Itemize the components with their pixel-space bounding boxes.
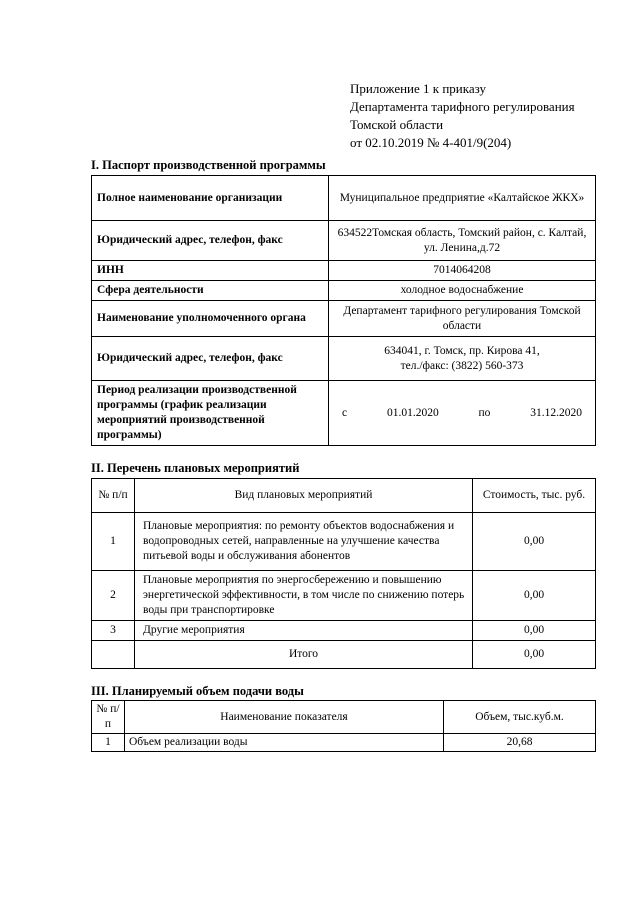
cell-name: Объем реализации воды [125, 734, 444, 752]
cell-name: Плановые мероприятия по энергосбережению и повышению энергетической эффективности, в том числе по снижению потерь воды при транспортировке [135, 571, 473, 621]
table-row [92, 513, 596, 571]
period-from-date: 01.01.2020 [386, 406, 439, 419]
table-row [92, 221, 596, 261]
table-row [92, 337, 596, 381]
order-header [350, 80, 575, 152]
section1-title: I. Паспорт производственной программы [91, 158, 326, 172]
row-value [329, 337, 596, 381]
row-label: Юридический адрес, телефон, факс [92, 221, 329, 261]
cell-num: 1 [92, 513, 135, 571]
period-from-word: с [342, 406, 348, 419]
section2-title: II. Перечень плановых мероприятий [91, 461, 300, 475]
period-label: Период реализации производственной программы (график реализации мероприятий производственной программы) [92, 381, 329, 446]
volume-table [91, 700, 596, 752]
passport-table [91, 175, 596, 446]
total-cost: 0,00 [473, 641, 596, 669]
header-name: Вид плановых мероприятий [135, 479, 473, 513]
phone-line: тел./факс: (3822) 560-373 [400, 359, 524, 372]
table-row [92, 571, 596, 621]
header-name: Наименование показателя [125, 701, 444, 734]
cell-num: 1 [92, 734, 125, 752]
cell-cost: 0,00 [473, 621, 596, 641]
header-line-date: от 02.10.2019 № 4-401/9(204) [350, 135, 512, 150]
table-row [92, 301, 596, 337]
period-to-word: по [478, 406, 491, 419]
header-volume: Объем, тыс.куб.м. [444, 701, 596, 734]
cell-num-empty [92, 641, 135, 669]
header-line-department: Департамента тарифного регулирования [350, 99, 575, 114]
header-num: № п/п [92, 701, 125, 734]
total-label: Итого [135, 641, 473, 669]
row-value: Департамент тарифного регулирования Томской области [329, 301, 596, 337]
cell-name: Плановые мероприятия: по ремонту объектов водоснабжения и водопроводных сетей, направленные на улучшение качества питьевой воды и обслуживания абонентов [135, 513, 473, 571]
header-num: № п/п [92, 479, 135, 513]
period-value [329, 381, 596, 446]
cell-num: 3 [92, 621, 135, 641]
row-value: 634522Томская область, Томский район, с. Калтай, ул. Ленина,д.72 [329, 221, 596, 261]
row-label: Юридический адрес, телефон, факс [92, 337, 329, 381]
cell-cost: 0,00 [473, 571, 596, 621]
table-header-row [92, 479, 596, 513]
table-total-row [92, 641, 596, 669]
activities-table [91, 478, 596, 669]
address-line: 634041, г. Томск, пр. Кирова 41, [384, 344, 540, 357]
row-label: Наименование уполномоченного органа [92, 301, 329, 337]
row-value: 7014064208 [329, 261, 596, 281]
row-label: Сфера деятельности [92, 281, 329, 301]
row-label: ИНН [92, 261, 329, 281]
table-row [92, 734, 596, 752]
row-value: Муниципальное предприятие «Калтайское ЖКХ» [329, 176, 596, 221]
header-line-appendix: Приложение 1 к приказу [350, 81, 487, 96]
period-to-date: 31.12.2020 [530, 406, 582, 419]
table-row [92, 261, 596, 281]
cell-cost: 0,00 [473, 513, 596, 571]
row-label: Полное наименование организации [92, 176, 329, 221]
table-row [92, 281, 596, 301]
table-row [92, 621, 596, 641]
cell-num: 2 [92, 571, 135, 621]
table-row [92, 381, 596, 446]
header-line-region: Томской области [350, 117, 444, 132]
table-row [92, 176, 596, 221]
cell-volume: 20,68 [444, 734, 596, 752]
row-value: холодное водоснабжение [329, 281, 596, 301]
cell-name: Другие мероприятия [135, 621, 473, 641]
section3-title: III. Планируемый объем подачи воды [91, 684, 304, 698]
table-header-row [92, 701, 596, 734]
header-cost: Стоимость, тыс. руб. [473, 479, 596, 513]
